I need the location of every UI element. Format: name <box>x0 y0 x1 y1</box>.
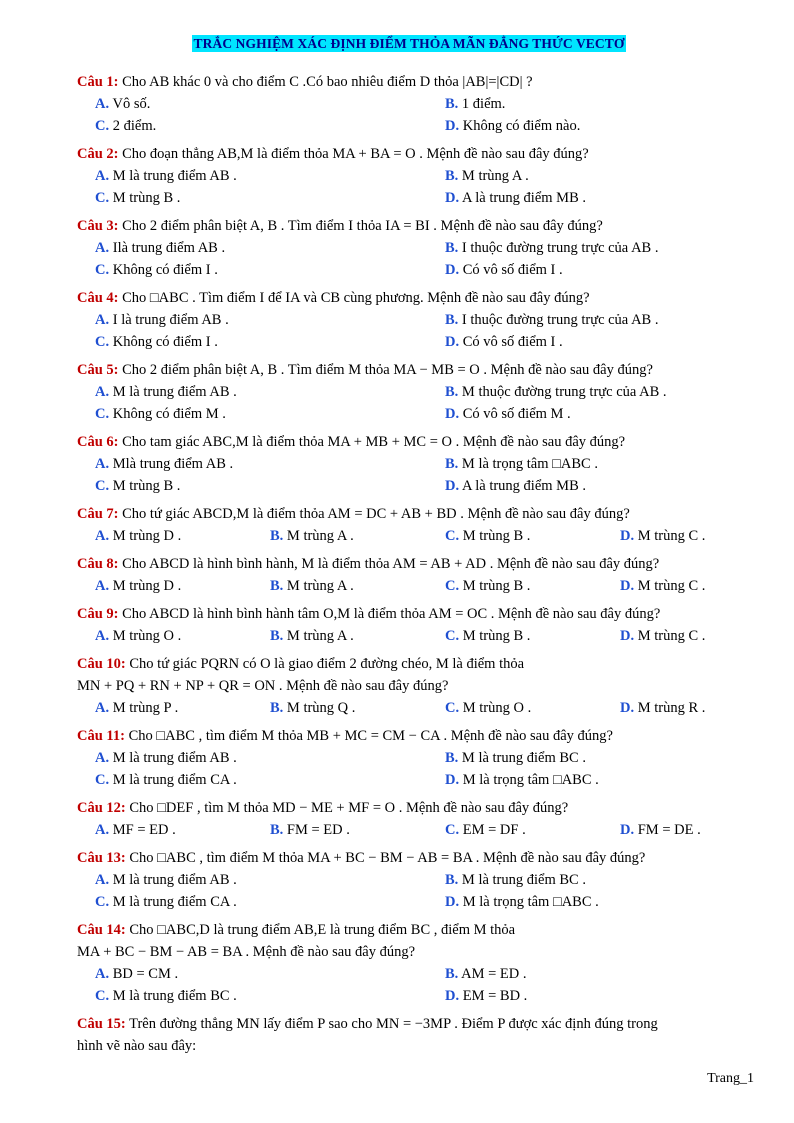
answer-option-text: AM = ED . <box>461 966 527 982</box>
answer-option-label: A. <box>95 628 110 644</box>
answer-option-label: B. <box>445 384 459 400</box>
question-label: Câu 12: <box>77 800 126 816</box>
answer-option-label: B. <box>445 168 459 184</box>
answer-option-label: B. <box>445 96 459 112</box>
answer-option-label: B. <box>445 872 459 888</box>
question-stem-line <box>77 797 741 819</box>
answer-option-label: C. <box>95 478 110 494</box>
question-item <box>77 797 741 841</box>
answer-option-text: M trùng B . <box>112 190 181 206</box>
answer-options <box>77 93 741 137</box>
answer-option-label: D. <box>445 118 460 134</box>
answer-option-text: MF = ED . <box>112 822 176 838</box>
answer-option-text: Có vô số điểm I . <box>462 262 563 278</box>
answer-options <box>77 237 741 281</box>
answer-option <box>445 963 759 985</box>
answer-option-text: M trùng Q . <box>286 700 356 716</box>
answer-option-label: C. <box>445 528 460 544</box>
answer-options <box>77 453 741 497</box>
question-label: Câu 7: <box>77 506 119 522</box>
answer-option-text: M trùng D . <box>112 578 182 594</box>
answer-option-text: BD = CM . <box>112 966 179 982</box>
answer-option-text: M trùng A . <box>461 168 529 184</box>
answer-option <box>445 575 620 597</box>
question-item <box>77 553 741 597</box>
question-list <box>77 71 741 1057</box>
question-stem-text: Cho tam giác ABC,M là điểm thỏa MA + MB + MC = O . Mệnh đề nào sau đây đúng? <box>122 434 626 450</box>
answer-option-label: D. <box>445 262 460 278</box>
answer-option-text: Mlà trung điểm AB . <box>112 456 234 472</box>
question-stem-line <box>77 919 741 941</box>
answer-option <box>95 963 445 985</box>
answer-option-label: A. <box>95 528 110 544</box>
answer-option-label: B. <box>270 528 284 544</box>
question-stem-line <box>77 215 741 237</box>
answer-option <box>445 475 759 497</box>
answer-option <box>270 575 445 597</box>
question-item <box>77 725 741 791</box>
answer-option-text: A là trung điểm MB . <box>461 190 586 206</box>
question-label: Câu 5: <box>77 362 119 378</box>
answer-option <box>95 93 445 115</box>
answer-option <box>95 475 445 497</box>
question-stem-line <box>77 725 741 747</box>
question-stem-line <box>77 71 741 93</box>
answer-option-text: I thuộc đường trung trực của AB . <box>461 312 659 328</box>
answer-option <box>445 697 620 719</box>
question-label: Câu 1: <box>77 74 119 90</box>
answer-option-text: Không có điểm M . <box>112 406 226 422</box>
question-item <box>77 359 741 425</box>
answer-option-text: M là trung điểm AB . <box>112 168 237 184</box>
answer-option <box>270 697 445 719</box>
answer-option <box>270 625 445 647</box>
answer-option <box>445 625 620 647</box>
question-stem-text: Cho tứ giác ABCD,M là điểm thỏa AM = DC + AB + BD . Mệnh đề nào sau đây đúng? <box>122 506 630 522</box>
answer-option <box>95 381 445 403</box>
question-label: Câu 13: <box>77 850 126 866</box>
answer-option-label: B. <box>445 966 459 982</box>
question-item <box>77 919 741 1007</box>
question-item <box>77 143 741 209</box>
question-stem-text: Cho AB khác 0 và cho điểm C .Có bao nhiêu điểm D thỏa |AB|=|CD| ? <box>122 74 533 90</box>
answer-option-label: C. <box>95 894 110 910</box>
worksheet-title-row <box>77 36 741 53</box>
question-stem-text: Cho đoạn thẳng AB,M là điểm thỏa MA + BA = O . Mệnh đề nào sau đây đúng? <box>122 146 589 162</box>
question-item <box>77 503 741 547</box>
answer-option-text: M trùng R . <box>637 700 706 716</box>
answer-option-label: B. <box>445 312 459 328</box>
answer-option-label: C. <box>95 262 110 278</box>
answer-option <box>445 309 759 331</box>
question-stem-text: Cho □ABC . Tìm điểm I để IA và CB cùng phương. Mệnh đề nào sau đây đúng? <box>122 290 590 306</box>
answer-option-label: A. <box>95 700 110 716</box>
answer-option-text: M trùng A . <box>286 628 354 644</box>
answer-option-label: D. <box>445 406 460 422</box>
answer-option-label: C. <box>95 772 110 788</box>
question-item <box>77 71 741 137</box>
answer-option <box>95 747 445 769</box>
answer-options <box>77 869 741 913</box>
answer-option-label: A. <box>95 750 110 766</box>
answer-options <box>77 165 741 209</box>
answer-option <box>95 891 445 913</box>
question-stem-text: Cho tứ giác PQRN có O là giao điểm 2 đường chéo, M là điểm thỏa <box>129 656 525 672</box>
question-stem-line <box>77 431 741 453</box>
question-label: Câu 2: <box>77 146 119 162</box>
answer-options <box>77 625 741 647</box>
answer-option <box>445 187 759 209</box>
answer-option <box>445 869 759 891</box>
question-item <box>77 1013 741 1057</box>
answer-options <box>77 309 741 353</box>
answer-option-label: D. <box>620 822 635 838</box>
question-stem-line <box>77 143 741 165</box>
answer-option-text: M là trọng tâm □ABC . <box>462 772 599 788</box>
answer-option-label: D. <box>620 528 635 544</box>
answer-option-text: M là trung điểm BC . <box>461 872 586 888</box>
answer-option-label: C. <box>95 988 110 1004</box>
answer-option <box>445 165 759 187</box>
answer-option-label: A. <box>95 168 110 184</box>
answer-option <box>445 747 759 769</box>
answer-option-label: D. <box>445 988 460 1004</box>
answer-option-label: C. <box>445 628 460 644</box>
answer-option <box>620 625 759 647</box>
answer-options <box>77 697 741 719</box>
answer-option-label: D. <box>445 478 460 494</box>
answer-option-text: M trùng C . <box>637 528 706 544</box>
answer-option <box>95 403 445 425</box>
answer-option <box>620 525 759 547</box>
question-stem-line <box>77 1013 741 1035</box>
answer-option-label: B. <box>270 628 284 644</box>
answer-option-text: FM = ED . <box>286 822 350 838</box>
answer-option <box>95 819 270 841</box>
question-stem-line <box>77 359 741 381</box>
question-stem-text: Cho ABCD là hình bình hành tâm O,M là điểm thỏa AM = OC . Mệnh đề nào sau đây đúng? <box>122 606 661 622</box>
answer-option-text: M là trọng tâm □ABC . <box>462 894 599 910</box>
answer-option-text: M trùng P . <box>112 700 179 716</box>
answer-option-text: M trùng O . <box>462 700 532 716</box>
question-stem-text: Cho 2 điểm phân biệt A, B . Tìm điểm M thỏa MA − MB = O . Mệnh đề nào sau đây đúng? <box>122 362 653 378</box>
answer-option-text: M thuộc đường trung trực của AB . <box>461 384 667 400</box>
question-label: Câu 3: <box>77 218 119 234</box>
answer-option-text: M là trung điểm BC . <box>461 750 586 766</box>
answer-option-text: FM = DE . <box>637 822 701 838</box>
answer-option <box>95 453 445 475</box>
answer-options <box>77 575 741 597</box>
answer-option-text: M là trung điểm CA . <box>112 894 237 910</box>
answer-options <box>77 525 741 547</box>
answer-option-text: Có vô số điểm I . <box>462 334 563 350</box>
answer-option-label: D. <box>620 700 635 716</box>
question-label: Câu 14: <box>77 922 126 938</box>
answer-option <box>620 697 759 719</box>
answer-option <box>445 93 759 115</box>
answer-options <box>77 381 741 425</box>
answer-option-label: B. <box>270 700 284 716</box>
worksheet-page <box>77 36 741 1063</box>
answer-option-label: C. <box>95 190 110 206</box>
answer-option-text: M trùng C . <box>637 628 706 644</box>
answer-option-label: C. <box>95 406 110 422</box>
answer-option-text: Không có điểm I . <box>112 262 218 278</box>
answer-option <box>620 819 759 841</box>
answer-option-label: C. <box>95 118 110 134</box>
answer-option <box>95 309 445 331</box>
answer-option-text: Vô số. <box>112 96 151 112</box>
answer-option-label: A. <box>95 456 110 472</box>
question-label: Câu 10: <box>77 656 126 672</box>
answer-option <box>95 575 270 597</box>
question-label: Câu 9: <box>77 606 119 622</box>
answer-option <box>445 525 620 547</box>
question-stem-text: Cho □ABC , tìm điểm M thỏa MA + BC − BM − AB = BA . Mệnh đề nào sau đây đúng? <box>129 850 646 866</box>
answer-option-text: M trùng B . <box>462 528 531 544</box>
answer-option <box>95 769 445 791</box>
answer-option-text: A là trung điểm MB . <box>461 478 586 494</box>
question-stem-line <box>77 1035 741 1057</box>
answer-option-label: A. <box>95 312 110 328</box>
question-item <box>77 603 741 647</box>
question-item <box>77 847 741 913</box>
answer-option-label: C. <box>95 334 110 350</box>
answer-option-text: M trùng O . <box>112 628 182 644</box>
answer-options <box>77 747 741 791</box>
answer-option <box>270 819 445 841</box>
answer-option-text: Có vô số điểm M . <box>462 406 571 422</box>
question-item <box>77 653 741 719</box>
answer-option-label: D. <box>445 894 460 910</box>
answer-option-label: C. <box>445 700 460 716</box>
question-label: Câu 4: <box>77 290 119 306</box>
question-stem-text: hình vẽ nào sau đây: <box>77 1038 197 1054</box>
answer-option-label: B. <box>270 822 284 838</box>
answer-option-text: M là trung điểm BC . <box>112 988 237 1004</box>
question-stem-line <box>77 553 741 575</box>
question-item <box>77 431 741 497</box>
answer-option-label: B. <box>445 750 459 766</box>
answer-option <box>95 869 445 891</box>
answer-option <box>95 697 270 719</box>
question-stem-text: MA + BC − BM − AB = BA . Mệnh đề nào sau đây đúng? <box>77 944 416 960</box>
answer-option-text: 2 điểm. <box>112 118 157 134</box>
answer-option-text: M trùng A . <box>286 528 354 544</box>
answer-option-text: M trùng B . <box>112 478 181 494</box>
answer-option-label: B. <box>445 240 459 256</box>
question-label: Câu 11: <box>77 728 125 744</box>
page-number: Trang_1 <box>707 1071 754 1086</box>
answer-option <box>445 769 759 791</box>
question-label: Câu 6: <box>77 434 119 450</box>
answer-option-text: EM = DF . <box>462 822 526 838</box>
answer-option <box>620 575 759 597</box>
answer-option-text: M là trung điểm CA . <box>112 772 237 788</box>
question-item <box>77 215 741 281</box>
answer-option <box>270 525 445 547</box>
question-stem-text: Trên đường thẳng MN lấy điểm P sao cho MN = −3MP . Điểm P được xác định đúng trong <box>129 1016 658 1032</box>
answer-option-label: D. <box>620 578 635 594</box>
answer-option-text: M trùng C . <box>637 578 706 594</box>
answer-option-label: B. <box>445 456 459 472</box>
question-stem-text: Cho □ABC,D là trung điểm AB,E là trung điểm BC , điểm M thỏa <box>129 922 516 938</box>
answer-option-text: I thuộc đường trung trực của AB . <box>461 240 659 256</box>
answer-option-text: Ilà trung điểm AB . <box>112 240 226 256</box>
answer-option-text: M trùng B . <box>462 628 531 644</box>
answer-option-text: Không có điểm I . <box>112 334 218 350</box>
answer-option-label: D. <box>445 334 460 350</box>
answer-option <box>95 165 445 187</box>
answer-options <box>77 963 741 1007</box>
answer-option <box>445 381 759 403</box>
question-item <box>77 287 741 353</box>
answer-option <box>445 453 759 475</box>
question-stem-text: MN + PQ + RN + NP + QR = ON . Mệnh đề nào sau đây đúng? <box>77 678 449 694</box>
answer-option-text: EM = BD . <box>462 988 528 1004</box>
answer-option-label: B. <box>270 578 284 594</box>
answer-option <box>95 115 445 137</box>
answer-option-label: A. <box>95 966 110 982</box>
question-stem-text: Cho 2 điểm phân biệt A, B . Tìm điểm I thỏa IA = BI . Mệnh đề nào sau đây đúng? <box>122 218 603 234</box>
question-stem-line <box>77 675 741 697</box>
question-stem-text: Cho ABCD là hình bình hành, M là điểm thỏa AM = AB + AD . Mệnh đề nào sau đây đúng? <box>122 556 660 572</box>
question-stem-text: Cho □DEF , tìm M thỏa MD − ME + MF = O . Mệnh đề nào sau đây đúng? <box>129 800 569 816</box>
answer-options <box>77 819 741 841</box>
answer-option <box>95 525 270 547</box>
answer-option <box>445 259 759 281</box>
answer-option <box>95 985 445 1007</box>
answer-option-label: C. <box>445 578 460 594</box>
answer-option-text: M trùng B . <box>462 578 531 594</box>
answer-option-text: M là trung điểm AB . <box>112 872 237 888</box>
answer-option-label: A. <box>95 822 110 838</box>
question-stem-line <box>77 287 741 309</box>
answer-option <box>95 259 445 281</box>
answer-option <box>445 891 759 913</box>
question-label: Câu 15: <box>77 1016 126 1032</box>
answer-option-text: 1 điểm. <box>461 96 506 112</box>
answer-option-label: D. <box>620 628 635 644</box>
answer-option <box>445 819 620 841</box>
worksheet-title: TRẮC NGHIỆM XÁC ĐỊNH ĐIỂM THỎA MÃN ĐẲNG THỨC VECTƠ <box>193 36 625 51</box>
question-stem-line <box>77 503 741 525</box>
answer-option <box>95 237 445 259</box>
answer-option-label: A. <box>95 872 110 888</box>
question-stem-line <box>77 603 741 625</box>
question-label: Câu 8: <box>77 556 119 572</box>
answer-option <box>445 985 759 1007</box>
answer-option-text: Không có điểm nào. <box>462 118 581 134</box>
answer-option-text: M là trung điểm AB . <box>112 750 237 766</box>
answer-option-text: M là trung điểm AB . <box>112 384 237 400</box>
question-stem-line <box>77 847 741 869</box>
answer-option-text: M trùng A . <box>286 578 354 594</box>
question-stem-line <box>77 653 741 675</box>
answer-option-label: A. <box>95 96 110 112</box>
answer-option-label: D. <box>445 772 460 788</box>
answer-option-label: A. <box>95 384 110 400</box>
answer-option-label: D. <box>445 190 460 206</box>
answer-option-text: I là trung điểm AB . <box>112 312 229 328</box>
answer-option-label: C. <box>445 822 460 838</box>
answer-option <box>445 237 759 259</box>
answer-option <box>95 187 445 209</box>
answer-option <box>445 115 759 137</box>
answer-option-text: M là trọng tâm □ABC . <box>461 456 598 472</box>
answer-option <box>445 403 759 425</box>
answer-option <box>95 331 445 353</box>
answer-option <box>95 625 270 647</box>
question-stem-text: Cho □ABC , tìm điểm M thỏa MB + MC = CM − CA . Mệnh đề nào sau đây đúng? <box>128 728 613 744</box>
question-stem-line <box>77 941 741 963</box>
answer-option-label: A. <box>95 240 110 256</box>
answer-option <box>445 331 759 353</box>
answer-option-text: M trùng D . <box>112 528 182 544</box>
answer-option-label: A. <box>95 578 110 594</box>
